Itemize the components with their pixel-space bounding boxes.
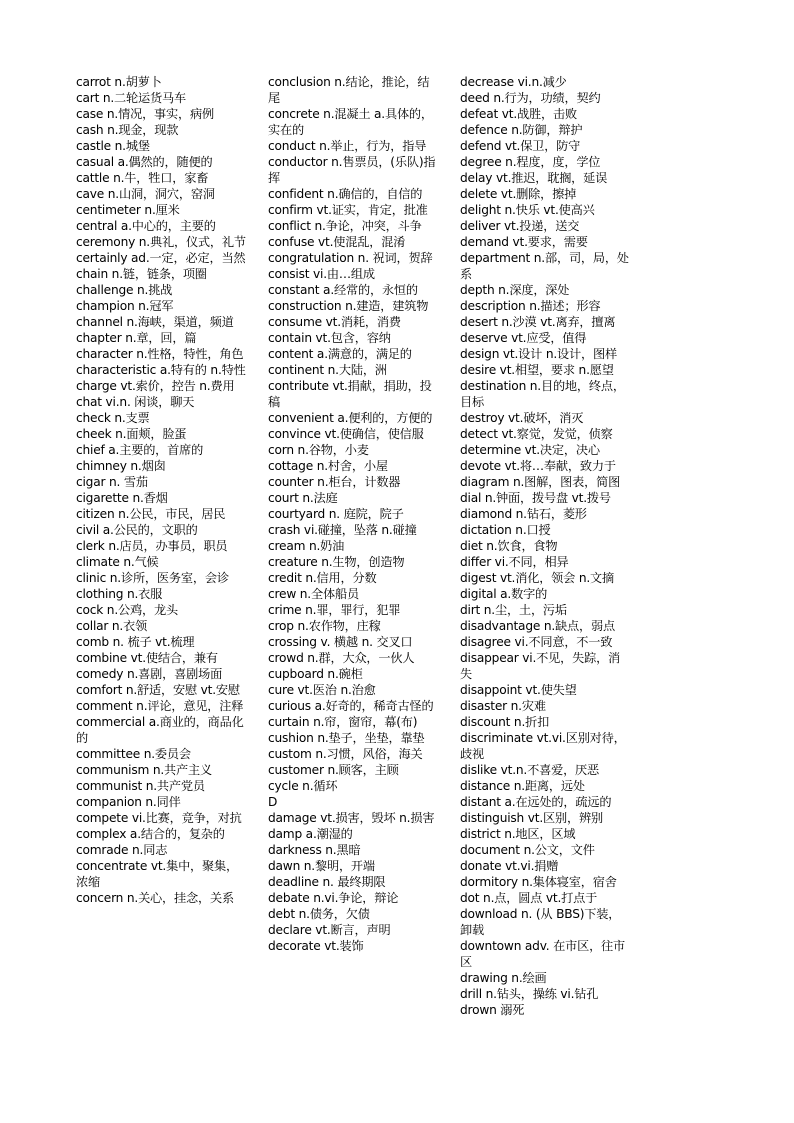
- vocabulary-entry: casual a.偶然的，随便的: [76, 155, 213, 169]
- vocabulary-entry: comb n. 梳子 vt.梳理: [76, 635, 195, 649]
- vocabulary-entry: dislike vt.n.不喜爱，厌恶: [460, 763, 600, 777]
- vocabulary-entry: court n.法庭: [268, 491, 338, 505]
- vocabulary-entry: cave n.山洞，洞穴，窑洞: [76, 187, 215, 201]
- vocabulary-entry: dormitory n.集体寝室，宿舍: [460, 875, 617, 889]
- vocabulary-entry: congratulation n. 祝词，贺辞: [268, 251, 433, 265]
- vocabulary-entry: charge vt.索价，控告 n.费用: [76, 379, 235, 393]
- vocabulary-entry: comment n.评论，意见，注释: [76, 699, 244, 713]
- vocabulary-entry: detect vt.察觉，发觉，侦察: [460, 427, 613, 441]
- vocabulary-entry: drown 溺死: [460, 1003, 525, 1017]
- vocabulary-entry: depth n.深度，深处: [460, 283, 570, 297]
- vocabulary-entry: compete vi.比赛，竞争，对抗: [76, 811, 242, 825]
- vocabulary-entry: cushion n.垫子，坐垫，靠垫: [268, 731, 425, 745]
- vocabulary-entry: cream n.奶油: [268, 539, 345, 553]
- vocabulary-entry: crossing v. 横越 n. 交叉口: [268, 635, 413, 649]
- vocabulary-entry: deadline n. 最终期限: [268, 875, 386, 889]
- vocabulary-entry: construction n.建造，建筑物: [268, 299, 429, 313]
- vocabulary-entry: debate n.vi.争论，辩论: [268, 891, 399, 905]
- vocabulary-entry: delight n.快乐 vt.使高兴: [460, 203, 595, 217]
- vocabulary-entry: concern n.关心，挂念，关系: [76, 891, 234, 905]
- vocabulary-entry: disappear vi.不见，失踪，消失: [460, 651, 621, 681]
- vocabulary-entry: devote vt.将…奉献，致力于: [460, 459, 616, 473]
- vocabulary-entry: clothing n.衣服: [76, 587, 163, 601]
- vocabulary-entry: climate n.气候: [76, 555, 159, 569]
- vocabulary-entry: commercial a.商业的，商品化的: [76, 715, 244, 745]
- vocabulary-entry: convenient a.便利的，方便的: [268, 411, 433, 425]
- vocabulary-entry: corn n.谷物，小麦: [268, 443, 369, 457]
- vocabulary-entry: crowd n.群，大众，一伙人: [268, 651, 415, 665]
- vocabulary-entry: dawn n.黎明，开端: [268, 859, 375, 873]
- vocabulary-entry: defence n.防御，辩护: [460, 123, 583, 137]
- vocabulary-entry: crew n.全体船员: [268, 587, 359, 601]
- vocabulary-entry: collar n.衣领: [76, 619, 148, 633]
- vocabulary-entry: damage vt.损害，毁坏 n.损害: [268, 811, 435, 825]
- vocabulary-entry: determine vt.决定，决心: [460, 443, 600, 457]
- vocabulary-entry: delay vt.推迟，耽搁，延误: [460, 171, 608, 185]
- vocabulary-entry: desert n.沙漠 vt.离弃，擅离: [460, 315, 616, 329]
- vocabulary-entry: combine vt.使结合，兼有: [76, 651, 218, 665]
- vocabulary-entry: consume vt.消耗，消费: [268, 315, 401, 329]
- vocabulary-entry: dial n.钟面，拨号盘 vt.拨号: [460, 491, 611, 505]
- vocabulary-entry: chimney n.烟囱: [76, 459, 166, 473]
- vocabulary-entry: drawing n.绘画: [460, 971, 547, 985]
- vocabulary-entry: cigarette n.香烟: [76, 491, 168, 505]
- vocabulary-entry: certainly ad.一定，必定，当然: [76, 251, 246, 265]
- vocabulary-entry: cash n.现金，现款: [76, 123, 179, 137]
- vocabulary-entry: case n.情况，事实，病例: [76, 107, 214, 121]
- vocabulary-entry: deed n.行为，功绩，契约: [460, 91, 601, 105]
- vocabulary-entry: confident n.确信的，自信的: [268, 187, 423, 201]
- vocabulary-entry: conclusion n.结论，推论，结尾: [268, 75, 430, 105]
- vocabulary-entry: champion n.冠军: [76, 299, 174, 313]
- vocabulary-entry: chat vi.n. 闲谈，聊天: [76, 395, 195, 409]
- vocabulary-entry: comedy n.喜剧，喜剧场面: [76, 667, 223, 681]
- vocabulary-entry: digest vt.消化，领会 n.文摘: [460, 571, 615, 585]
- vocabulary-entry: contribute vt.捐献，捐助，投稿: [268, 379, 432, 409]
- vocabulary-entry: description n.描述；形容: [460, 299, 601, 313]
- vocabulary-entry: confirm vt.证实，肯定，批准: [268, 203, 428, 217]
- vocabulary-entry: dot n.点，圆点 vt.打点于: [460, 891, 598, 905]
- vocabulary-entry: defeat vt.战胜，击败: [460, 107, 577, 121]
- vocabulary-entry: curtain n.帘，窗帘，幕(布): [268, 715, 418, 729]
- vocabulary-entry: cock n.公鸡，龙头: [76, 603, 178, 617]
- vocabulary-entry: custom n.习惯，风俗，海关: [268, 747, 423, 761]
- vocabulary-entry: conflict n.争论，冲突，斗争: [268, 219, 422, 233]
- word-list-column-1: [76, 74, 246, 906]
- vocabulary-entry: discriminate vt.vi.区别对待，歧视: [460, 731, 626, 761]
- vocabulary-entry: creature n.生物，创造物: [268, 555, 405, 569]
- vocabulary-entry: constant a.经常的，永恒的: [268, 283, 418, 297]
- vocabulary-entry: customer n.顾客，主顾: [268, 763, 399, 777]
- vocabulary-entry: cycle n.循环: [268, 779, 338, 793]
- vocabulary-entry: communism n.共产主义: [76, 763, 212, 777]
- vocabulary-entry: communist n.共产党员: [76, 779, 205, 793]
- vocabulary-entry: crime n.罪，罪行，犯罪: [268, 603, 401, 617]
- vocabulary-entry: distinguish vt.区别，辨别: [460, 811, 603, 825]
- vocabulary-entry: counter n.柜台，计数器: [268, 475, 401, 489]
- vocabulary-entry: castle n.城堡: [76, 139, 150, 153]
- vocabulary-entry: deliver vt.投递，送交: [460, 219, 580, 233]
- vocabulary-entry: credit n.信用，分数: [268, 571, 377, 585]
- vocabulary-entry: curious a.好奇的，稀奇古怪的: [268, 699, 434, 713]
- vocabulary-entry: channel n.海峡，渠道，频道: [76, 315, 234, 329]
- vocabulary-entry: contain vt.包含，容纳: [268, 331, 391, 345]
- vocabulary-entry: cheek n.面颊，脸蛋: [76, 427, 187, 441]
- vocabulary-entry: conductor n.售票员，(乐队)指挥: [268, 155, 436, 185]
- vocabulary-entry: confuse vt.使混乱，混淆: [268, 235, 406, 249]
- vocabulary-entry: defend vt.保卫，防守: [460, 139, 581, 153]
- vocabulary-entry: comrade n.同志: [76, 843, 168, 857]
- word-list-column-2: [268, 74, 440, 954]
- vocabulary-entry: demand vt.要求，需要: [460, 235, 588, 249]
- vocabulary-entry: destination n.目的地，终点，目标: [460, 379, 625, 409]
- vocabulary-entry: degree n.程度，度，学位: [460, 155, 601, 169]
- vocabulary-entry: disaster n.灾难: [460, 699, 546, 713]
- vocabulary-entry: debt n.债务，欠债: [268, 907, 370, 921]
- vocabulary-entry: comfort n.舒适，安慰 vt.安慰: [76, 683, 240, 697]
- vocabulary-entry: destroy vt.破坏，消灭: [460, 411, 584, 425]
- vocabulary-entry: cattle n.牛，牲口，家畜: [76, 171, 209, 185]
- vocabulary-entry: diamond n.钻石，菱形: [460, 507, 587, 521]
- vocabulary-entry: ceremony n.典礼，仪式，礼节: [76, 235, 246, 249]
- vocabulary-entry: committee n.委员会: [76, 747, 191, 761]
- vocabulary-entry: donate vt.vi.捐赠: [460, 859, 559, 873]
- vocabulary-entry: damp a.潮湿的: [268, 827, 353, 841]
- vocabulary-entry: clerk n.店员，办事员，职员: [76, 539, 228, 553]
- vocabulary-entry: delete vt.删除，擦掉: [460, 187, 577, 201]
- vocabulary-entry: disagree vi.不同意，不一致: [460, 635, 613, 649]
- vocabulary-entry: companion n.同伴: [76, 795, 181, 809]
- vocabulary-entry: check n.支票: [76, 411, 150, 425]
- vocabulary-entry: darkness n.黑暗: [268, 843, 361, 857]
- vocabulary-entry: cupboard n.碗柜: [268, 667, 363, 681]
- vocabulary-entry: cigar n. 雪茄: [76, 475, 148, 489]
- vocabulary-entry: chain n.链，链条，项圈: [76, 267, 207, 281]
- vocabulary-entry: distant a.在远处的，疏远的: [460, 795, 612, 809]
- vocabulary-entry: continent n.大陆，洲: [268, 363, 387, 377]
- vocabulary-entry: disappoint vt.使失望: [460, 683, 577, 697]
- vocabulary-entry: downtown adv. 在市区，往市区: [460, 939, 626, 969]
- vocabulary-entry: centimeter n.厘米: [76, 203, 180, 217]
- vocabulary-entry: deserve vt.应受，值得: [460, 331, 587, 345]
- vocabulary-entry: decrease vi.n.减少: [460, 75, 567, 89]
- vocabulary-entry: convince vt.使确信，使信服: [268, 427, 424, 441]
- vocabulary-entry: cart n.二轮运货马车: [76, 91, 186, 105]
- vocabulary-entry: chief a.主要的，首席的: [76, 443, 204, 457]
- vocabulary-entry: design vt.设计 n.设计，图样: [460, 347, 617, 361]
- vocabulary-entry: carrot n.胡萝卜: [76, 75, 162, 89]
- vocabulary-entry: discount n.折扣: [460, 715, 550, 729]
- vocabulary-entry: citizen n.公民，市民，居民: [76, 507, 226, 521]
- vocabulary-entry: content a.满意的，满足的: [268, 347, 412, 361]
- vocabulary-entry: download n. (从 BBS)下装，卸载: [460, 907, 621, 937]
- vocabulary-entry: conduct n.举止，行为，指导: [268, 139, 427, 153]
- vocabulary-entry: drill n.钻头，操练 vi.钻孔: [460, 987, 599, 1001]
- vocabulary-entry: challenge n.挑战: [76, 283, 173, 297]
- vocabulary-entry: crash vi.碰撞，坠落 n.碰撞: [268, 523, 417, 537]
- vocabulary-entry: cottage n.村舍，小屋: [268, 459, 388, 473]
- vocabulary-entry: chapter n.章，回，篇: [76, 331, 197, 345]
- vocabulary-entry: department n.部，司，局，处系: [460, 251, 629, 281]
- vocabulary-entry: digital a.数字的: [460, 587, 548, 601]
- vocabulary-entry: central a.中心的，主要的: [76, 219, 216, 233]
- vocabulary-entry: clinic n.诊所，医务室，会诊: [76, 571, 229, 585]
- vocabulary-entry: district n.地区，区域: [460, 827, 576, 841]
- vocabulary-entry: dirt n.尘，土，污垢: [460, 603, 567, 617]
- vocabulary-entry: concrete n.混凝土 a.具体的，实在的: [268, 107, 433, 137]
- vocabulary-entry: consist vi.由…组成: [268, 267, 375, 281]
- vocabulary-entry: courtyard n. 庭院，院子: [268, 507, 404, 521]
- vocabulary-entry: desire vt.相望，要求 n.愿望: [460, 363, 614, 377]
- vocabulary-entry: dictation n.口授: [460, 523, 551, 537]
- vocabulary-entry: character n.性格，特性，角色 characteristic a.特有的 n.特性: [76, 347, 246, 377]
- vocabulary-entry: differ vi.不同，相异: [460, 555, 569, 569]
- vocabulary-entry: concentrate vt.集中，聚集，浓缩: [76, 859, 239, 889]
- vocabulary-entry: declare vt.断言，声明: [268, 923, 391, 937]
- vocabulary-entry: document n.公文，文件: [460, 843, 595, 857]
- vocabulary-entry: diagram n.图解，图表，简图: [460, 475, 621, 489]
- vocabulary-entry: D: [268, 795, 278, 809]
- vocabulary-entry: civil a.公民的，文职的: [76, 523, 198, 537]
- vocabulary-entry: complex a.结合的，复杂的: [76, 827, 225, 841]
- vocabulary-entry: crop n.农作物，庄稼: [268, 619, 381, 633]
- vocabulary-entry: diet n.饮食，食物: [460, 539, 558, 553]
- vocabulary-entry: disadvantage n.缺点，弱点: [460, 619, 615, 633]
- vocabulary-entry: cure vt.医治 n.治愈: [268, 683, 376, 697]
- vocabulary-entry: distance n.距离，远处: [460, 779, 585, 793]
- vocabulary-entry: decorate vt.装饰: [268, 939, 364, 953]
- word-list-column-3: [460, 74, 630, 1018]
